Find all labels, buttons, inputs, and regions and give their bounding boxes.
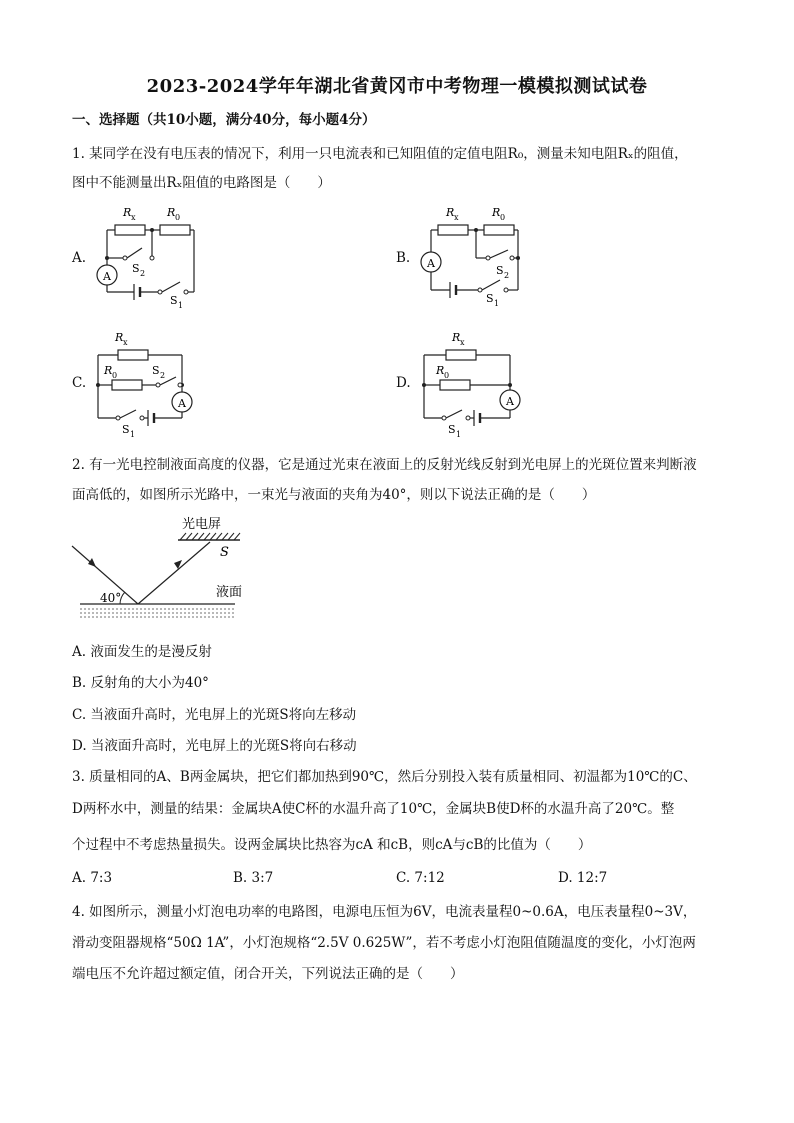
circuit-diagram-c <box>90 325 220 440</box>
angle-label: 40° <box>100 591 122 605</box>
svg-text:R: R <box>492 206 501 219</box>
svg-text:R: R <box>436 364 445 377</box>
svg-text:0: 0 <box>444 371 450 380</box>
q1-option-d-label: D. <box>396 375 411 391</box>
circuit-diagram-d <box>416 325 546 440</box>
surface-label: 液面 <box>216 585 243 600</box>
svg-text:1: 1 <box>130 430 136 439</box>
q2-option-a: A. 液面发生的是漫反射 <box>72 644 212 660</box>
svg-text:2: 2 <box>140 269 146 278</box>
q3-text-line2: D两杯水中，测量的结果：金属块A使C杯的水温升高了10℃，金属块B使D杯的水温升高了20℃。整 <box>72 801 675 817</box>
q4-text-line2: 滑动变阻器规格“50Ω 1A”，小灯泡规格“2.5V 0.625W”，若不考虑小灯泡阻值随温度的变化，小灯泡两 <box>72 935 696 951</box>
q2-option-d: D. 当液面升高时，光电屏上的光斑S将向右移动 <box>72 738 357 754</box>
svg-text:R: R <box>452 331 461 344</box>
svg-text:R: R <box>115 331 124 344</box>
circuit-diagram-a <box>90 200 220 310</box>
svg-text:1: 1 <box>494 299 500 308</box>
svg-text:2: 2 <box>160 371 166 380</box>
q3-text-line1: 3. 质量相同的A、B两金属块，把它们都加热到90℃，然后分别投入装有质量相同、初温都为10℃的C、 <box>72 769 697 785</box>
switch-s1 <box>162 282 180 292</box>
svg-text:x: x <box>123 338 128 347</box>
ammeter-icon: A <box>103 270 111 283</box>
svg-text:x: x <box>460 338 465 347</box>
svg-text:S: S <box>122 423 130 436</box>
ammeter-icon: A <box>427 257 435 270</box>
q2-option-b: B. 反射角的大小为40° <box>72 675 209 691</box>
screen-label: 光电屏 <box>182 517 222 532</box>
resistor-r0 <box>160 225 190 235</box>
svg-text:1: 1 <box>456 430 462 439</box>
svg-text:2: 2 <box>504 271 510 280</box>
q3-text-line3: 个过程中不考虑热量损失。设两金属块比热容为cA 和cB，则cA与cB的比值为（ ） <box>72 837 592 853</box>
q3-option-d: D. 12:7 <box>558 870 608 886</box>
svg-text:R: R <box>123 206 132 219</box>
section-heading: 一、选择题（共10小题，满分40分，每小题4分） <box>72 112 376 128</box>
ammeter-icon: A <box>178 397 186 410</box>
svg-text:x: x <box>131 213 136 222</box>
q3-option-a: A. 7:3 <box>72 870 113 886</box>
svg-text:S: S <box>152 364 160 377</box>
svg-text:R: R <box>446 206 455 219</box>
svg-text:R: R <box>167 206 176 219</box>
svg-text:x: x <box>454 213 459 222</box>
reflection-diagram <box>70 512 250 627</box>
q3-option-b: B. 3:7 <box>233 870 274 886</box>
svg-text:0: 0 <box>112 371 118 380</box>
svg-text:S: S <box>170 294 178 307</box>
svg-text:0: 0 <box>500 213 506 222</box>
q1-text-line1: 1. 某同学在没有电压表的情况下，利用一只电流表和已知阻值的定值电阻R₀，测量未知电阻Rₓ的阻值， <box>72 146 688 162</box>
resistor-rx <box>115 225 145 235</box>
q2-text-line1: 2. 有一光电控制液面高度的仪器，它是通过光束在液面上的反射光线反射到光电屏上的光斑位置来判断液 <box>72 457 697 473</box>
q4-text-line1: 4. 如图所示，测量小灯泡电功率的电路图，电源电压恒为6V，电流表量程0~0.6A，电压表量程0~3V， <box>72 904 697 920</box>
q2-option-c: C. 当液面升高时，光电屏上的光斑S将向左移动 <box>72 707 357 723</box>
svg-text:S: S <box>496 264 504 277</box>
circuit-diagram-b <box>416 200 546 310</box>
svg-text:1: 1 <box>178 301 184 310</box>
spot-label: S <box>220 545 229 560</box>
ammeter-icon: A <box>506 395 514 408</box>
q1-text-line2: 图中不能测量出Rₓ阻值的电路图是（ ） <box>72 175 331 191</box>
page-title: 2023-2024学年年湖北省黄冈市中考物理一模模拟测试试卷 <box>146 76 648 97</box>
svg-text:S: S <box>486 292 494 305</box>
switch-s2 <box>127 248 142 258</box>
q3-option-c: C. 7:12 <box>396 870 445 886</box>
svg-text:0: 0 <box>175 213 181 222</box>
svg-text:S: S <box>448 423 456 436</box>
q1-option-b-label: B. <box>396 250 411 266</box>
svg-text:R: R <box>104 364 113 377</box>
q1-option-a-label: A. <box>72 250 87 266</box>
svg-text:S: S <box>132 262 140 275</box>
q2-text-line2: 面高低的，如图所示光路中，一束光与液面的夹角为40°，则以下说法正确的是（ ） <box>72 487 596 503</box>
q4-text-line3: 端电压不允许超过额定值，闭合开关，下列说法正确的是（ ） <box>72 966 464 982</box>
q1-option-c-label: C. <box>72 375 87 391</box>
